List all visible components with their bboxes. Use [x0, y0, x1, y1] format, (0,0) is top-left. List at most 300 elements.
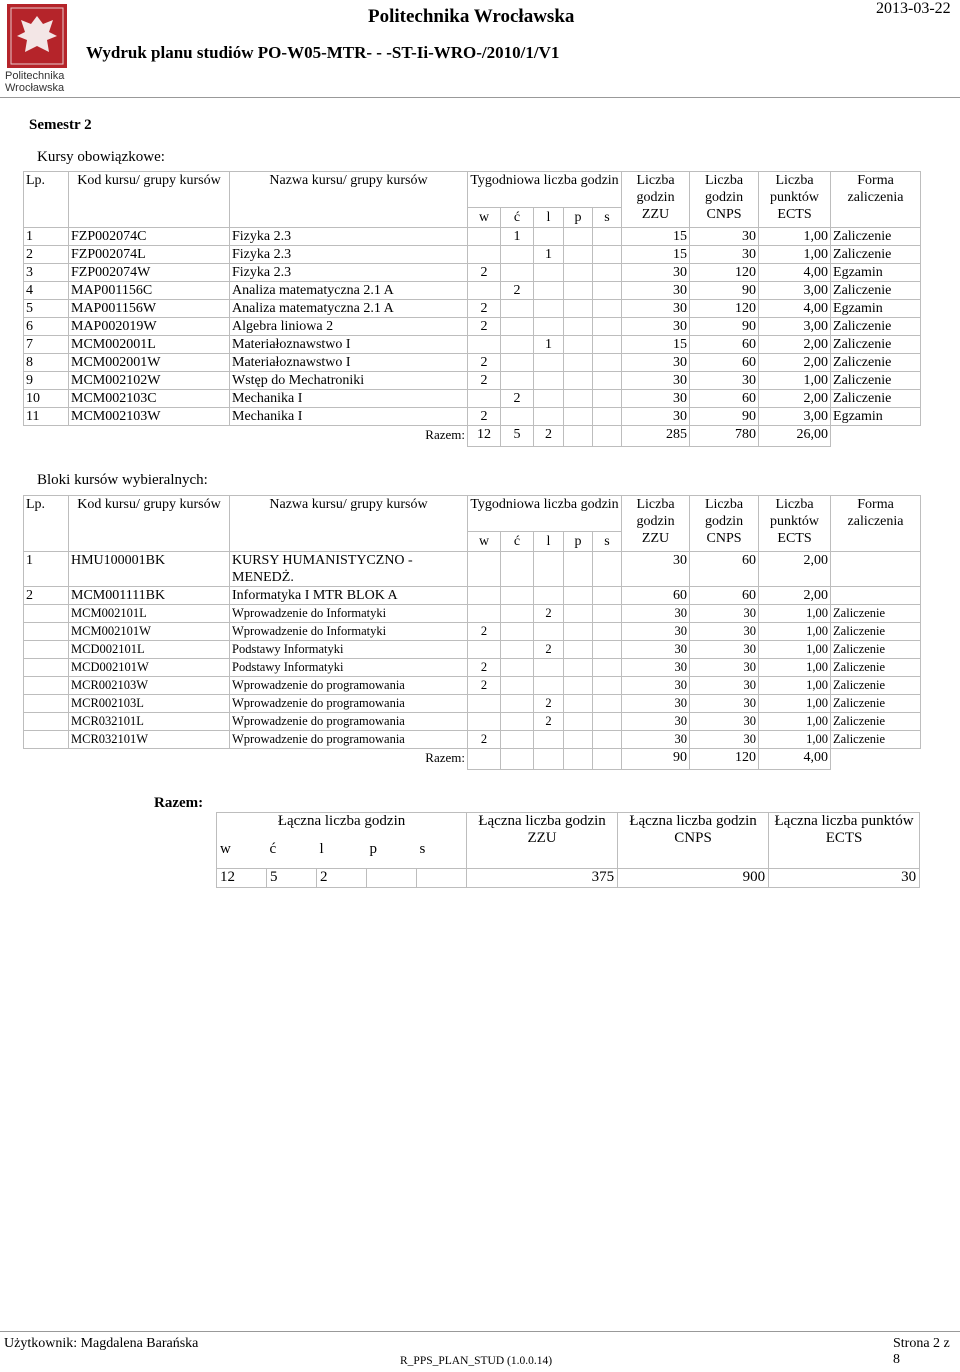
razem-ects: 4,00 — [759, 749, 831, 770]
block-forma — [831, 552, 921, 587]
row-kod: MAP001156W — [69, 300, 230, 318]
row-lp: 4 — [24, 282, 69, 300]
row-s — [593, 372, 622, 390]
row-zzu: 30 — [622, 354, 690, 372]
row-forma: Zaliczenie — [831, 336, 921, 354]
table-row — [24, 641, 921, 659]
table-row — [24, 246, 921, 264]
row-forma: Zaliczenie — [831, 605, 921, 623]
row-lp: 5 — [24, 300, 69, 318]
col-header-c: ć — [501, 532, 534, 552]
row-w: 2 — [468, 731, 501, 749]
row-w — [468, 641, 501, 659]
row-lp: 11 — [24, 408, 69, 426]
mandatory-courses-table — [23, 171, 921, 447]
footer-report-code: R_PPS_PLAN_STUD (1.0.0.14) — [400, 1355, 553, 1367]
col-header-p: p — [564, 208, 593, 228]
row-zzu: 30 — [622, 372, 690, 390]
col-header-s: s — [593, 208, 622, 228]
row-forma: Egzamin — [831, 264, 921, 282]
total-p — [367, 869, 417, 888]
razem-w — [468, 749, 501, 770]
table-row — [24, 731, 921, 749]
row-p — [564, 641, 593, 659]
row-s — [593, 336, 622, 354]
razem-zzu: 90 — [622, 749, 690, 770]
razem-s — [593, 426, 622, 447]
razem-spacer — [24, 749, 230, 770]
row-w: 2 — [468, 264, 501, 282]
row-w: 2 — [468, 372, 501, 390]
row-ects: 2,00 — [759, 354, 831, 372]
row-lp: 7 — [24, 336, 69, 354]
razem-spacer — [24, 426, 230, 447]
row-c — [501, 713, 534, 731]
row-c — [501, 246, 534, 264]
col-header-l: l — [534, 532, 564, 552]
row-forma: Zaliczenie — [831, 623, 921, 641]
row-lp: 8 — [24, 354, 69, 372]
row-cnps: 30 — [690, 731, 759, 749]
row-lp — [24, 605, 69, 623]
total-zzu: 375 — [467, 869, 618, 888]
row-zzu: 30 — [622, 264, 690, 282]
total-ects-header: Łączna liczba punktów ECTS — [769, 813, 920, 869]
row-kod: MCD002101W — [69, 659, 230, 677]
col-header-ects: Liczba punktów ECTS — [759, 496, 831, 552]
row-l — [534, 300, 564, 318]
row-nazwa: Wstęp do Mechatroniki — [230, 372, 468, 390]
row-zzu: 15 — [622, 228, 690, 246]
col-header-cnps: Liczba godzin CNPS — [690, 496, 759, 552]
university-logo — [5, 4, 71, 96]
mandatory-label: Kursy obowiązkowe: — [37, 149, 165, 165]
block-row — [24, 552, 921, 587]
row-w: 2 — [468, 354, 501, 372]
row-p — [564, 228, 593, 246]
row-kod: MAP002019W — [69, 318, 230, 336]
row-ects: 1,00 — [759, 659, 831, 677]
razem-p — [564, 426, 593, 447]
row-kod: MAP001156C — [69, 282, 230, 300]
row-forma: Zaliczenie — [831, 390, 921, 408]
row-w — [468, 336, 501, 354]
col-header-s: s — [593, 532, 622, 552]
row-nazwa: Wprowadzenie do programowania — [230, 677, 468, 695]
row-forma: Zaliczenie — [831, 713, 921, 731]
row-nazwa: Fizyka 2.3 — [230, 264, 468, 282]
razem-p — [564, 749, 593, 770]
logo-text-line: Wrocławska — [5, 82, 65, 94]
row-cnps: 90 — [690, 282, 759, 300]
table-row — [24, 605, 921, 623]
col-header-lp: Lp. — [24, 496, 69, 552]
logo-text-line: Politechnika — [5, 70, 65, 82]
row-kod: FZP002074L — [69, 246, 230, 264]
block-w — [468, 587, 501, 605]
row-s — [593, 731, 622, 749]
total-godzin-header: Łączna liczba godzin — [217, 813, 467, 842]
row-zzu: 30 — [622, 641, 690, 659]
row-cnps: 30 — [690, 605, 759, 623]
semester-title: Semestr 2 — [29, 117, 92, 133]
row-c — [501, 300, 534, 318]
row-nazwa: Fizyka 2.3 — [230, 246, 468, 264]
block-p — [564, 587, 593, 605]
row-p — [564, 695, 593, 713]
row-kod: MCR032101W — [69, 731, 230, 749]
block-nazwa: KURSY HUMANISTYCZNO - MENEDŻ. — [230, 552, 468, 587]
row-c — [501, 695, 534, 713]
row-l — [534, 318, 564, 336]
row-w — [468, 282, 501, 300]
row-zzu: 30 — [622, 300, 690, 318]
row-cnps: 30 — [690, 677, 759, 695]
row-lp — [24, 713, 69, 731]
table-row — [24, 713, 921, 731]
row-nazwa: Materiałoznawstwo I — [230, 336, 468, 354]
print-date: 2013-03-22 — [876, 0, 951, 17]
table-row — [24, 300, 921, 318]
block-kod: HMU100001BK — [69, 552, 230, 587]
row-c — [501, 264, 534, 282]
row-lp — [24, 677, 69, 695]
row-l — [534, 408, 564, 426]
block-c — [501, 552, 534, 587]
total-s — [417, 869, 467, 888]
row-kod: MCR002103W — [69, 677, 230, 695]
row-kod: MCM002103C — [69, 390, 230, 408]
row-kod: MCM002001W — [69, 354, 230, 372]
row-l — [534, 282, 564, 300]
table-row — [24, 677, 921, 695]
row-p — [564, 300, 593, 318]
row-kod: MCM002102W — [69, 372, 230, 390]
col-header-nazwa: Nazwa kursu/ grupy kursów — [230, 496, 468, 552]
row-c — [501, 605, 534, 623]
row-cnps: 30 — [690, 623, 759, 641]
row-kod: FZP002074C — [69, 228, 230, 246]
block-l — [534, 552, 564, 587]
row-c — [501, 354, 534, 372]
col-header-p: p — [564, 532, 593, 552]
total-l-header: l — [319, 841, 324, 857]
row-l — [534, 264, 564, 282]
row-s — [593, 695, 622, 713]
row-forma: Zaliczenie — [831, 659, 921, 677]
block-w — [468, 552, 501, 587]
row-ects: 3,00 — [759, 408, 831, 426]
row-l — [534, 354, 564, 372]
row-s — [593, 641, 622, 659]
col-header-zzu: Liczba godzin ZZU — [622, 496, 690, 552]
table-row — [24, 623, 921, 641]
table-row — [24, 318, 921, 336]
row-zzu: 30 — [622, 695, 690, 713]
row-forma: Egzamin — [831, 300, 921, 318]
total-table — [216, 812, 920, 888]
row-s — [593, 713, 622, 731]
row-w: 2 — [468, 659, 501, 677]
row-l: 2 — [534, 695, 564, 713]
row-zzu: 30 — [622, 282, 690, 300]
row-zzu: 30 — [622, 659, 690, 677]
row-w: 2 — [468, 300, 501, 318]
row-nazwa: Mechanika I — [230, 390, 468, 408]
row-lp — [24, 623, 69, 641]
row-nazwa: Wprowadzenie do programowania — [230, 713, 468, 731]
row-nazwa: Algebra liniowa 2 — [230, 318, 468, 336]
row-zzu: 30 — [622, 408, 690, 426]
row-lp — [24, 695, 69, 713]
row-kod: MCM002103W — [69, 408, 230, 426]
total-cnps: 900 — [618, 869, 769, 888]
row-s — [593, 300, 622, 318]
razem-w: 12 — [468, 426, 501, 447]
row-l — [534, 731, 564, 749]
row-cnps: 90 — [690, 408, 759, 426]
row-w — [468, 713, 501, 731]
razem-zzu: 285 — [622, 426, 690, 447]
block-cnps: 60 — [690, 587, 759, 605]
row-zzu: 30 — [622, 390, 690, 408]
row-l — [534, 372, 564, 390]
row-ects: 3,00 — [759, 282, 831, 300]
row-cnps: 30 — [690, 372, 759, 390]
block-l — [534, 587, 564, 605]
row-c — [501, 408, 534, 426]
row-s — [593, 318, 622, 336]
razem-ects: 26,00 — [759, 426, 831, 447]
row-c — [501, 372, 534, 390]
footer-divider — [0, 1331, 960, 1332]
row-ects: 1,00 — [759, 605, 831, 623]
col-header-tygodniowa: Tygodniowa liczba godzin — [468, 172, 622, 208]
block-lp: 1 — [24, 552, 69, 587]
row-s — [593, 264, 622, 282]
row-forma: Zaliczenie — [831, 731, 921, 749]
row-nazwa: Analiza matematyczna 2.1 A — [230, 282, 468, 300]
row-forma: Zaliczenie — [831, 372, 921, 390]
row-kod: MCM002101L — [69, 605, 230, 623]
row-l — [534, 623, 564, 641]
total-zzu-header: Łączna liczba godzin ZZU — [467, 813, 618, 869]
row-forma: Zaliczenie — [831, 246, 921, 264]
row-nazwa: Podstawy Informatyki — [230, 641, 468, 659]
razem-row — [24, 749, 921, 770]
row-w: 2 — [468, 623, 501, 641]
razem-s — [593, 749, 622, 770]
col-header-nazwa: Nazwa kursu/ grupy kursów — [230, 172, 468, 228]
row-nazwa: Podstawy Informatyki — [230, 659, 468, 677]
row-zzu: 30 — [622, 623, 690, 641]
row-ects: 4,00 — [759, 300, 831, 318]
row-nazwa: Wprowadzenie do Informatyki — [230, 605, 468, 623]
block-zzu: 60 — [622, 587, 690, 605]
row-kod: MCM002101W — [69, 623, 230, 641]
row-cnps: 30 — [690, 695, 759, 713]
row-p — [564, 731, 593, 749]
row-nazwa: Wprowadzenie do programowania — [230, 695, 468, 713]
row-cnps: 90 — [690, 318, 759, 336]
row-ects: 1,00 — [759, 695, 831, 713]
row-w: 2 — [468, 318, 501, 336]
table-row — [24, 372, 921, 390]
row-p — [564, 282, 593, 300]
col-header-kod: Kod kursu/ grupy kursów — [69, 496, 230, 552]
row-zzu: 30 — [622, 318, 690, 336]
row-cnps: 60 — [690, 354, 759, 372]
table-row — [24, 695, 921, 713]
eagle-crest-icon — [7, 4, 67, 68]
block-c — [501, 587, 534, 605]
row-c — [501, 677, 534, 695]
row-c: 2 — [501, 390, 534, 408]
row-cnps: 30 — [690, 228, 759, 246]
col-header-forma: Forma zaliczenia — [831, 496, 921, 552]
col-header-tygodniowa: Tygodniowa liczba godzin — [468, 496, 622, 532]
row-p — [564, 318, 593, 336]
row-nazwa: Analiza matematyczna 2.1 A — [230, 300, 468, 318]
row-zzu: 15 — [622, 246, 690, 264]
row-p — [564, 372, 593, 390]
col-header-zzu: Liczba godzin ZZU — [622, 172, 690, 228]
row-ects: 2,00 — [759, 390, 831, 408]
row-kod: MCR032101L — [69, 713, 230, 731]
row-kod: MCD002101L — [69, 641, 230, 659]
col-header-kod: Kod kursu/ grupy kursów — [69, 172, 230, 228]
table-row — [24, 354, 921, 372]
row-forma: Zaliczenie — [831, 228, 921, 246]
row-forma: Egzamin — [831, 408, 921, 426]
row-l — [534, 390, 564, 408]
row-lp — [24, 731, 69, 749]
row-l: 2 — [534, 605, 564, 623]
row-w: 2 — [468, 408, 501, 426]
total-p-header: p — [369, 841, 377, 857]
document-title: Wydruk planu studiów PO-W05-MTR- - -ST-Ii-WRO-/2010/1/V1 — [86, 43, 560, 62]
block-nazwa: Informatyka I MTR BLOK A — [230, 587, 468, 605]
logo-text — [5, 70, 64, 94]
razem-spacer — [831, 426, 921, 447]
razem-label: Razem: — [425, 750, 465, 765]
row-ects: 2,00 — [759, 336, 831, 354]
row-lp — [24, 659, 69, 677]
col-header-c: ć — [501, 208, 534, 228]
row-c — [501, 318, 534, 336]
row-ects: 1,00 — [759, 372, 831, 390]
row-p — [564, 677, 593, 695]
razem-cnps: 120 — [690, 749, 759, 770]
row-kod: MCM002001L — [69, 336, 230, 354]
block-p — [564, 552, 593, 587]
total-l: 2 — [317, 869, 367, 888]
row-zzu: 15 — [622, 336, 690, 354]
table-row — [24, 390, 921, 408]
row-p — [564, 623, 593, 641]
razem-label: Razem: — [425, 427, 465, 442]
block-cnps: 60 — [690, 552, 759, 587]
row-forma: Zaliczenie — [831, 354, 921, 372]
row-forma: Zaliczenie — [831, 641, 921, 659]
row-c — [501, 641, 534, 659]
razem-row — [24, 426, 921, 447]
row-c — [501, 336, 534, 354]
table-row — [24, 228, 921, 246]
block-s — [593, 552, 622, 587]
razem-c — [501, 749, 534, 770]
row-cnps: 60 — [690, 390, 759, 408]
block-ects: 2,00 — [759, 552, 831, 587]
table-row — [24, 659, 921, 677]
row-zzu: 30 — [622, 605, 690, 623]
total-w: 12 — [217, 869, 267, 888]
row-forma: Zaliczenie — [831, 282, 921, 300]
footer-user: Użytkownik: Magdalena Barańska — [4, 1336, 199, 1351]
total-label: Razem: — [154, 795, 204, 811]
row-lp: 10 — [24, 390, 69, 408]
razem-cnps: 780 — [690, 426, 759, 447]
row-zzu: 30 — [622, 677, 690, 695]
row-p — [564, 354, 593, 372]
header-divider — [0, 97, 960, 98]
total-w-header: w — [217, 841, 267, 869]
row-cnps: 30 — [690, 246, 759, 264]
row-zzu: 30 — [622, 731, 690, 749]
row-s — [593, 659, 622, 677]
total-cnps-header: Łączna liczba godzin CNPS — [618, 813, 769, 869]
col-header-ects: Liczba punktów ECTS — [759, 172, 831, 228]
total-c: 5 — [267, 869, 317, 888]
razem-l — [534, 749, 564, 770]
row-cnps: 30 — [690, 641, 759, 659]
row-ects: 1,00 — [759, 641, 831, 659]
row-p — [564, 336, 593, 354]
elective-blocks-table — [23, 495, 921, 770]
row-nazwa: Wprowadzenie do Informatyki — [230, 623, 468, 641]
col-header-w: w — [468, 532, 501, 552]
row-ects: 1,00 — [759, 731, 831, 749]
row-lp: 1 — [24, 228, 69, 246]
university-name: Politechnika Wrocławska — [368, 6, 575, 27]
row-forma: Zaliczenie — [831, 677, 921, 695]
row-kod: MCR002103L — [69, 695, 230, 713]
row-s — [593, 282, 622, 300]
row-kod: FZP002074W — [69, 264, 230, 282]
table-row — [24, 336, 921, 354]
row-ects: 1,00 — [759, 623, 831, 641]
row-nazwa: Materiałoznawstwo I — [230, 354, 468, 372]
row-cnps: 30 — [690, 713, 759, 731]
row-p — [564, 605, 593, 623]
row-lp: 6 — [24, 318, 69, 336]
row-p — [564, 390, 593, 408]
row-s — [593, 408, 622, 426]
row-s — [593, 605, 622, 623]
row-nazwa: Mechanika I — [230, 408, 468, 426]
table-row — [24, 264, 921, 282]
row-l — [534, 677, 564, 695]
row-w — [468, 246, 501, 264]
row-cnps: 120 — [690, 300, 759, 318]
row-zzu: 30 — [622, 713, 690, 731]
row-lp: 2 — [24, 246, 69, 264]
row-ects: 4,00 — [759, 264, 831, 282]
table-row — [24, 408, 921, 426]
col-header-forma: Forma zaliczenia — [831, 172, 921, 228]
row-c: 1 — [501, 228, 534, 246]
row-p — [564, 264, 593, 282]
